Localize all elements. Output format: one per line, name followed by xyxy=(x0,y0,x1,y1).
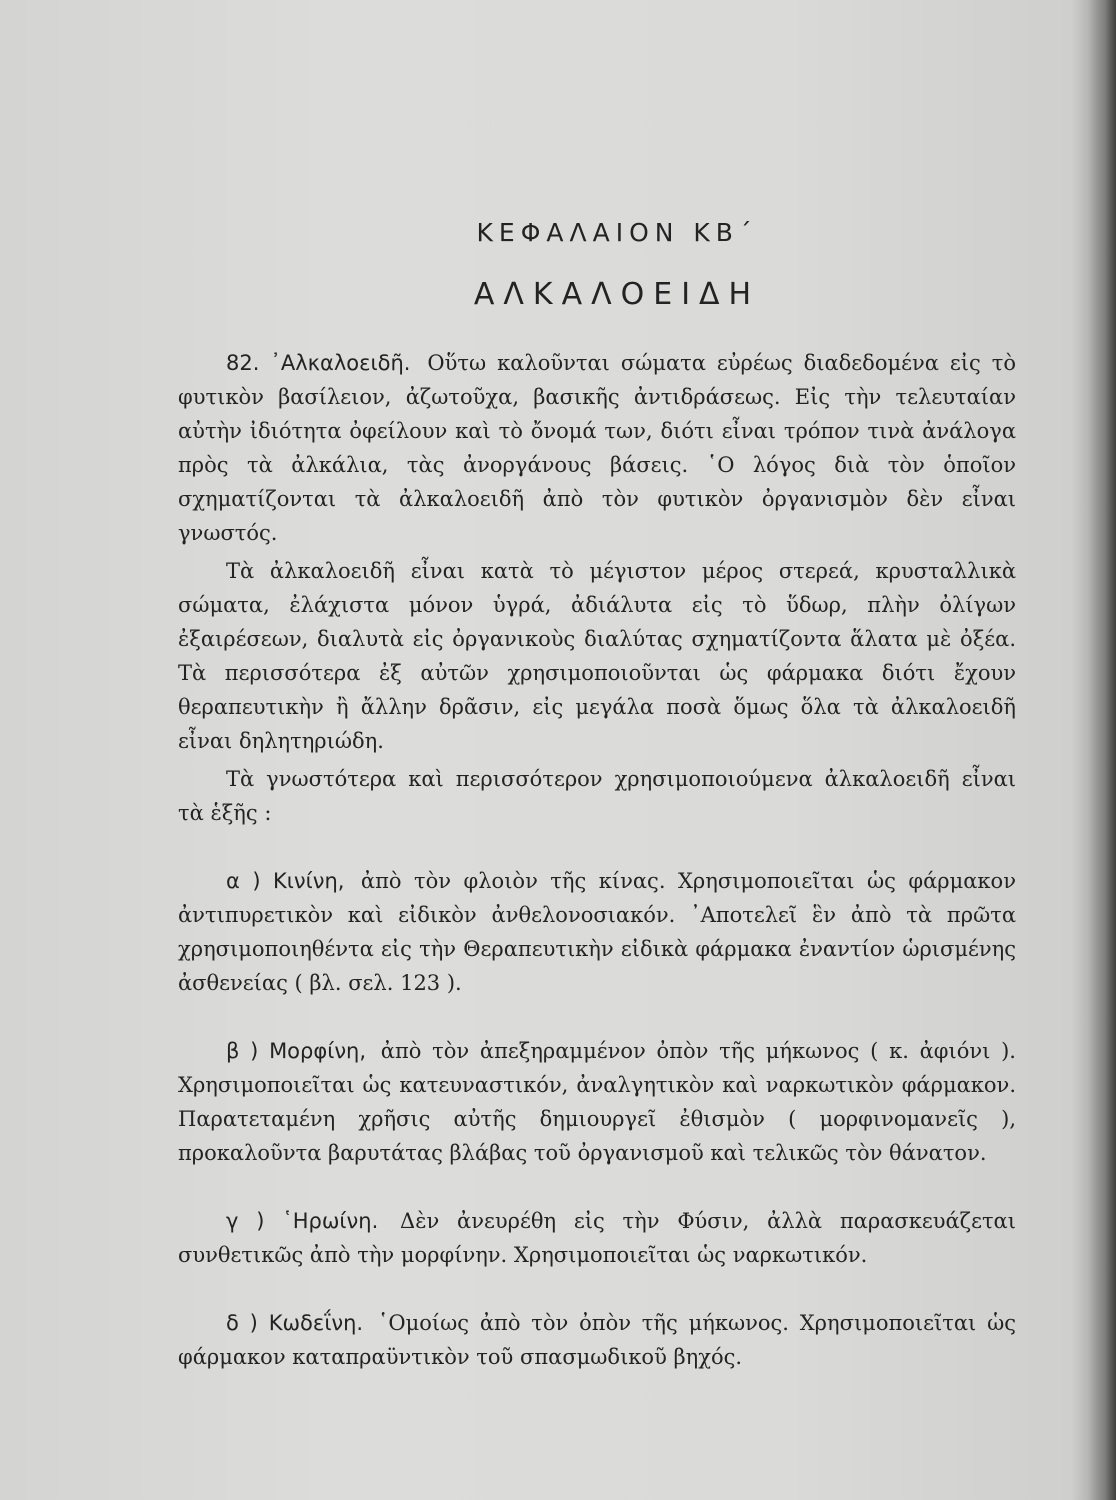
paragraph-properties: Τὰ ἀλκαλοειδῆ εἶναι κατὰ τὸ μέγιστον μέρος στερεά, κρυσταλλικὰ σώματα, ἐλάχιστα μόνον ὑγρά, ἀδιάλυτα εἰς τὸ ὕδωρ, πλὴν ὀλίγων ἐξαιρέσεων, διαλυτὰ εἰς ὀργανικοὺς διαλύτας σχηματίζοντα ἅλατα μὲ ὀξέα. Τὰ περισσότερα ἐξ αὐτῶν χρησιμοποιοῦνται ὡς φάρμακα διότι ἔχουν θεραπευτικὴν ἢ ἄλλην δρᾶσιν, εἰς μεγάλα ποσὰ ὅμως ὅλα τὰ ἀλκαλοειδῆ εἶναι δηλητηριώδη. xyxy=(178,559,1016,753)
item-name: ῾Ηρωίνη. xyxy=(282,1209,379,1233)
item-text: Δὲν ἀνευρέθη εἰς τὴν Φύσιν, ἀλλὰ παρασκευάζεται συνθετικῶς ἀπὸ τὴν μορφίνην. Χρησιμοποιεῖται ὡς ναρκωτικόν. xyxy=(178,1209,1016,1267)
list-item-quinine xyxy=(178,864,1016,1000)
section-heading: ᾿Αλκαλοειδῆ. xyxy=(270,351,411,375)
item-name: Κινίνη, xyxy=(273,869,345,893)
item-text: ἀπὸ τὸν φλοιὸν τῆς κίνας. Χρησιμοποιεῖται ὡς φάρμακον ἀντιπυρετικὸν καὶ εἰδικὸν ἀνθελονοσιακόν. ᾿Αποτελεῖ ἓν ἀπὸ τὰ πρῶτα χρησιμοποιηθέντα εἰς τὴν Θεραπευτικὴν εἰδικὰ φάρμακα ἐναντίον ὡρισμένης ἀσθενείας ( βλ. σελ. 123 ). xyxy=(178,869,1016,995)
chapter-heading: ΚΕΦΑΛΑΙΟΝ ΚΒ΄ xyxy=(476,218,758,247)
page-content xyxy=(178,218,1016,1374)
page-edge-shadow xyxy=(1088,0,1116,1500)
item-marker: δ ) xyxy=(226,1311,258,1335)
section-number: 82. xyxy=(226,351,260,375)
list-item-codeine xyxy=(178,1306,1016,1374)
item-name: Μορφίνη, xyxy=(269,1039,367,1063)
item-marker: γ ) xyxy=(226,1209,265,1233)
list-item-morphine xyxy=(178,1034,1016,1170)
section-text: Οὕτω καλοῦνται σώματα εὐρέως διαδεδομένα εἰς τὸ φυτικὸν βασίλειον, ἀζωτοῦχα, βασικῆς ἀντιδράσεως. Εἰς τὴν τελευταίαν αὐτὴν ἰδιότητα ὀφείλουν καὶ τὸ ὄνομά των, διότι εἶναι τρόπον τινὰ ἀνάλογα πρὸς τὰ ἀλκάλια, τὰς ἀνοργάνους βάσεις. ῾Ο λόγος διὰ τὸν ὁποῖον σχηματίζονται τὰ ἀλκαλοειδῆ ἀπὸ τὸν φυτικὸν ὀργανισμὸν δὲν εἶναι γνωστός. xyxy=(178,351,1016,545)
item-text: ῾Ομοίως ἀπὸ τὸν ὀπὸν τῆς μήκωνος. Χρησιμοποιεῖται ὡς φάρμακον καταπραϋντικὸν τοῦ σπασμωδικοῦ βηχός. xyxy=(178,1311,1016,1369)
item-text: ἀπὸ τὸν ἀπεξηραμμένον ὀπὸν τῆς μήκωνος ( κ. ἀφιόνι ). Χρησιμοποιεῖται ὡς κατευναστικόν, ἀναλγητικὸν καὶ ναρκωτικὸν φάρμακον. Παρατεταμένη χρῆσις αὐτῆς δημιουργεῖ ἐθισμὸν ( μορφινομανεῖς ), προκαλοῦντα βαρυτάτας βλάβας τοῦ ὀργανισμοῦ καὶ τελικῶς τὸν θάνατον. xyxy=(178,1039,1016,1165)
item-marker: α ) xyxy=(226,869,261,893)
item-name: Κωδεΐνη. xyxy=(268,1311,364,1335)
section-82-paragraph xyxy=(178,346,1016,550)
list-item-heroin xyxy=(178,1204,1016,1272)
item-marker: β ) xyxy=(226,1039,259,1063)
paragraph-list-intro: Τὰ γνωστότερα καὶ περισσότερον χρησιμοποιούμενα ἀλκαλοειδῆ εἶναι τὰ ἑξῆς : xyxy=(178,767,1016,825)
chapter-title: ΑΛΚΑΛΟΕΙΔΗ xyxy=(473,277,761,312)
